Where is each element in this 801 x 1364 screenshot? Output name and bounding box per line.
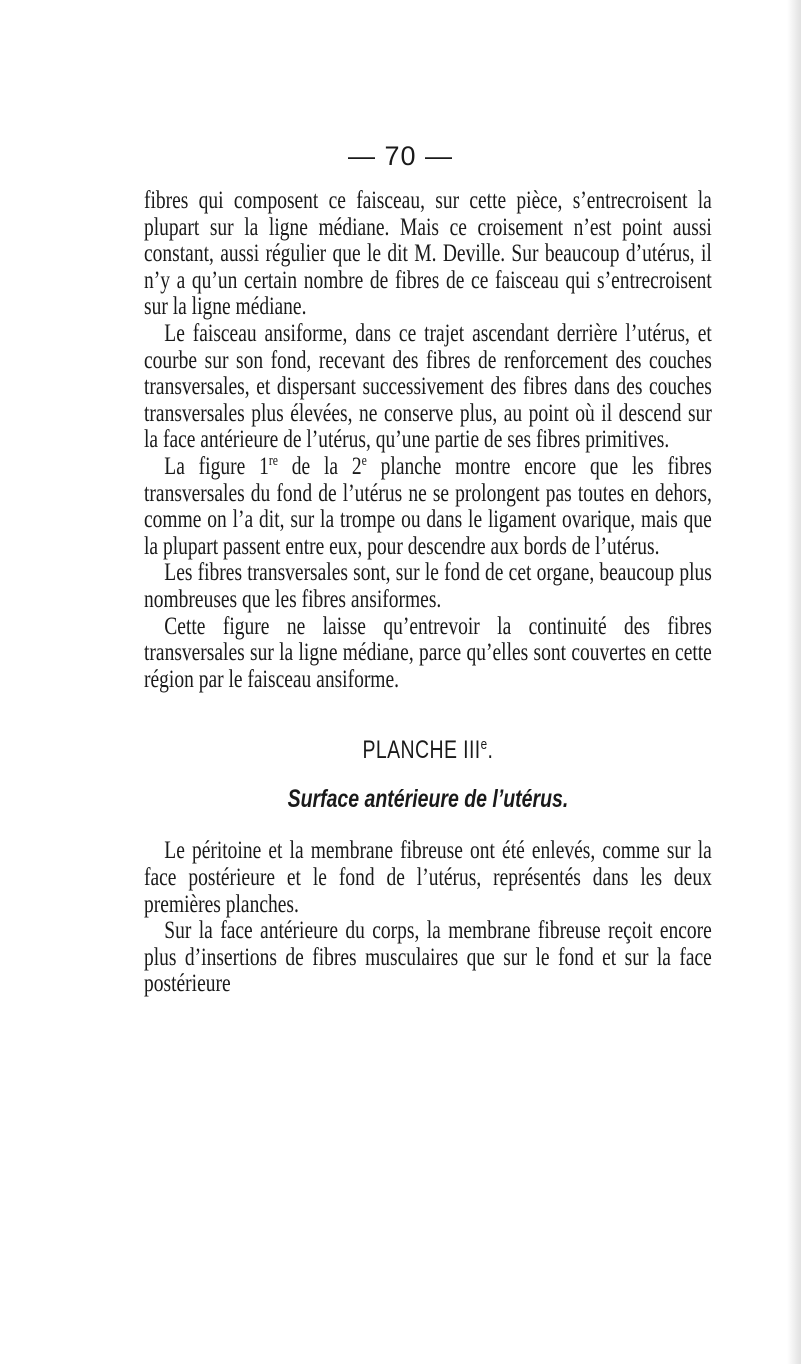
page-number: — 70 — [347, 141, 454, 171]
paragraph-4: Les fibres transversales sont, sur le fond de cet organe, beaucoup plus nombreuses que les fibres ansiformes. [144, 559, 712, 613]
page-edge-shadow [787, 0, 801, 1364]
paragraph-3 [144, 454, 712, 560]
plate-subtitle: Surface antérieure de l’utérus. [287, 784, 569, 813]
plate-title-sup: e [480, 736, 488, 754]
paragraph-3-start: La figure 1 [164, 452, 269, 480]
plate-title-text: PLANCHE III [362, 736, 481, 765]
paragraph-3-end: planche montre encore que les fibres transversales du fond de l’utérus ne se prolongent pas toutes en dehors, comme on l’a dit, sur la trompe ou dans le ligament ovarique, mais que la plupart passent entre eux, pour descendre aux bords de l’utérus. [144, 452, 712, 560]
plate-title-end: . [487, 736, 494, 765]
paragraph-6: Le péritoine et la membrane fibreuse ont été enlevés, comme sur la face postérieure et le fond de l’utérus, représentés dans les deux premières planches. [144, 837, 712, 918]
body-text [144, 140, 712, 998]
plate-title [144, 737, 712, 764]
paragraph-3-middle: de la 2 [277, 452, 362, 480]
paragraph-1: fibres qui composent ce faisceau, sur cette pièce, s’entrecroisent la plupart sur la ligne médiane. Mais ce croisement n’est point aussi constant, aussi régulier que le dit M. Deville. Sur beaucoup d’utérus, il n’y a qu’un certain nombre de fibres de ce faisceau qui s’entrecroisent sur la ligne médiane. [144, 187, 712, 321]
paragraph-7: Sur la face antérieure du corps, la membrane fibreuse reçoit encore plus d’insertions de fibres musculaires que sur le fond et sur la face postérieure [144, 917, 712, 998]
paragraph-5: Cette figure ne laisse qu’entrevoir la continuité des fibres transversales sur la ligne médiane, parce qu’elles sont couvertes en cette région par le faisceau ansiforme. [144, 612, 712, 693]
paragraph-2: Le faisceau ansiforme, dans ce trajet ascendant derrière l’utérus, et courbe sur son fond, recevant des fibres de renforcement des couches transversales, et dispersant successivement des fibres dans des couches transversales plus élevées, ne conserve plus, au point où il descend sur la face antérieure de l’utérus, qu’une partie de ses fibres primitives. [144, 319, 712, 454]
paragraph-3-sup-1: re [268, 452, 278, 469]
paragraph-3-sup-2: e [361, 452, 367, 469]
